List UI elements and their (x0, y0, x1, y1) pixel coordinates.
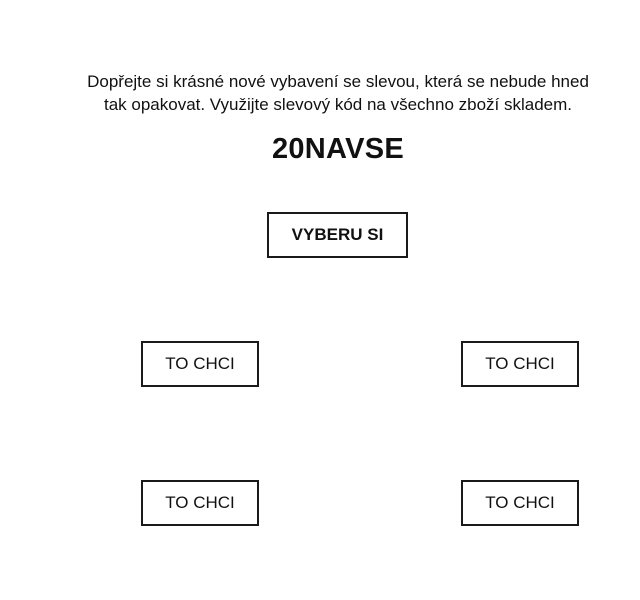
promo-description-line-2: tak opakovat. Využijte slevový kód na všechno zboží skladem. (103, 95, 573, 114)
promo-description (40, 70, 636, 116)
promo-description-line-1: Dopřejte si krásné nové vybavení se slevou, která se nebude hned (87, 72, 589, 91)
product-1-want-button[interactable]: TO CHCI (141, 341, 259, 387)
product-2-want-button[interactable]: TO CHCI (461, 341, 579, 387)
choose-products-button[interactable]: VYBERU SI (267, 212, 408, 258)
product-3-want-button[interactable]: TO CHCI (141, 480, 259, 526)
discount-code: 20NAVSE (271, 133, 405, 165)
product-4-want-button[interactable]: TO CHCI (461, 480, 579, 526)
